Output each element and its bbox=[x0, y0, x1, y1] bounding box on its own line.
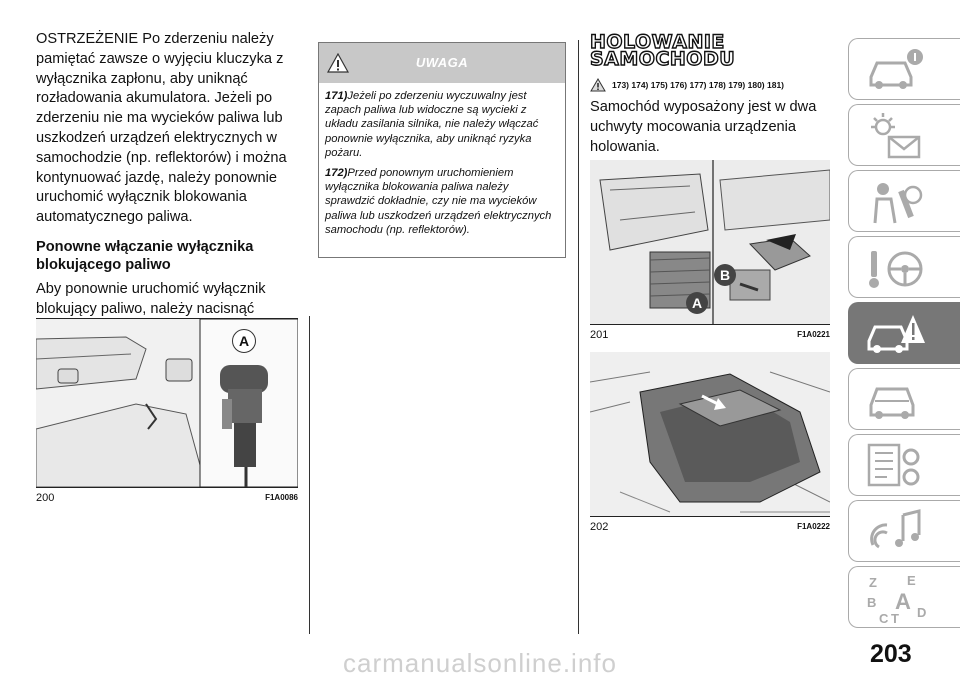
note-references: 173) 174) 175) 176) 177) 178) 179) 180) 181) bbox=[612, 79, 785, 90]
figure-200-caption bbox=[36, 487, 298, 508]
figure-code: F1A0086 bbox=[265, 493, 298, 502]
figure-201-image bbox=[590, 160, 830, 324]
car-info-icon bbox=[865, 45, 925, 95]
safety-icon bbox=[865, 177, 925, 227]
callout-b: B bbox=[714, 264, 736, 286]
maintenance-icon bbox=[865, 375, 925, 425]
index-letter: D bbox=[917, 605, 927, 620]
figure-202-caption bbox=[590, 516, 830, 537]
tab-safety[interactable] bbox=[848, 170, 960, 232]
page-number: 203 bbox=[870, 640, 912, 668]
warning-triangle-icon bbox=[590, 78, 606, 92]
figure-200 bbox=[36, 318, 298, 509]
warning-note bbox=[325, 166, 559, 237]
warning-box bbox=[318, 42, 566, 258]
index-letter: Z bbox=[869, 575, 877, 590]
figure-code: F1A0221 bbox=[797, 330, 830, 339]
index-letter: C bbox=[879, 611, 889, 625]
tab-multimedia[interactable] bbox=[848, 500, 960, 562]
warning-note bbox=[325, 89, 559, 160]
index-letter: A bbox=[895, 589, 911, 614]
tab-warning-lights[interactable] bbox=[848, 104, 960, 166]
figure-number: 201 bbox=[590, 329, 609, 341]
towing-paragraph: Samochód wyposażony jest w dwa uchwyty mocowania urządzenia holowania. bbox=[590, 99, 817, 155]
tab-emergency[interactable] bbox=[848, 302, 960, 364]
starting-driving-icon bbox=[865, 243, 925, 293]
tab-technical-data[interactable] bbox=[848, 434, 960, 496]
column-divider bbox=[309, 316, 310, 634]
tab-starting-driving[interactable] bbox=[848, 236, 960, 298]
tab-maintenance[interactable] bbox=[848, 368, 960, 430]
figure-201 bbox=[590, 160, 830, 344]
multimedia-icon bbox=[865, 507, 925, 557]
index-letter: E bbox=[907, 573, 916, 588]
figure-200-image bbox=[36, 319, 298, 487]
callout-a: A bbox=[232, 329, 256, 353]
section-title bbox=[590, 31, 830, 70]
reference-line bbox=[590, 76, 830, 92]
watermark: carmanualsonline.info bbox=[343, 648, 617, 678]
tab-car-info[interactable] bbox=[848, 38, 960, 100]
note-number: 172) bbox=[325, 167, 348, 180]
note-number: 171) bbox=[325, 90, 348, 102]
warning-body bbox=[319, 83, 565, 237]
column-right bbox=[590, 0, 830, 157]
figure-202 bbox=[590, 352, 830, 536]
index-letter: B bbox=[867, 595, 877, 610]
figure-number: 202 bbox=[590, 521, 609, 533]
note-text: Jeżeli po zderzeniu wyczuwalny jest zapach paliwa lub widoczne są wycieki z układu zasilania silnika, nie należy włączać ponownie wyłącznika, aby uniknąć ryzyka pożaru. bbox=[325, 90, 539, 159]
warning-title: UWAGA bbox=[415, 55, 469, 70]
column-divider bbox=[578, 40, 579, 634]
title-line-2: SAMOCHODU bbox=[590, 48, 736, 70]
index-letter: T bbox=[891, 611, 899, 625]
index-icon bbox=[865, 573, 935, 625]
warning-lights-icon bbox=[865, 111, 925, 161]
note-text: Przed ponownym uruchomieniem wyłącznika blokowania paliwa należy sprawdzić dokładnie, czy nie ma wycieków paliwa lub uszkodzeń urządzeń elektrycznych samochodu (np. reflektorów). bbox=[325, 167, 552, 236]
technical-data-icon bbox=[865, 441, 925, 491]
section-heading: Ponowne włączanie wyłącznika blokującego paliwo bbox=[36, 238, 254, 273]
instruction-paragraph: Aby ponownie uruchomić wyłącznik blokujący paliwo, należy nacisnąć bbox=[36, 280, 266, 317]
emergency-icon bbox=[865, 309, 925, 359]
figure-202-image bbox=[590, 352, 830, 516]
column-left bbox=[36, 30, 298, 339]
figure-201-caption bbox=[590, 324, 830, 345]
title-line-1: HOLOWANIE bbox=[590, 31, 725, 53]
warning-header bbox=[319, 43, 565, 83]
warning-paragraph: OSTRZEŻENIE Po zderzeniu należy pamiętać zawsze o wyjęciu kluczyka z wyłącznika zapłonu, aby uniknąć rozładowania akumulatora. Jeżeli po zderzeniu nie ma wycieków paliwa lub uszkodzeń urządzeń elektrycznych w samochodzie (np. reflektorów) i można kontynuować jazdę, należy ponownie uruchomić wyłącznik blokowania automatycznego paliwa. bbox=[36, 31, 287, 226]
callout-a: A bbox=[686, 292, 708, 314]
tab-index[interactable] bbox=[848, 566, 960, 628]
figure-number: 200 bbox=[36, 492, 55, 504]
figure-code: F1A0222 bbox=[797, 522, 830, 531]
